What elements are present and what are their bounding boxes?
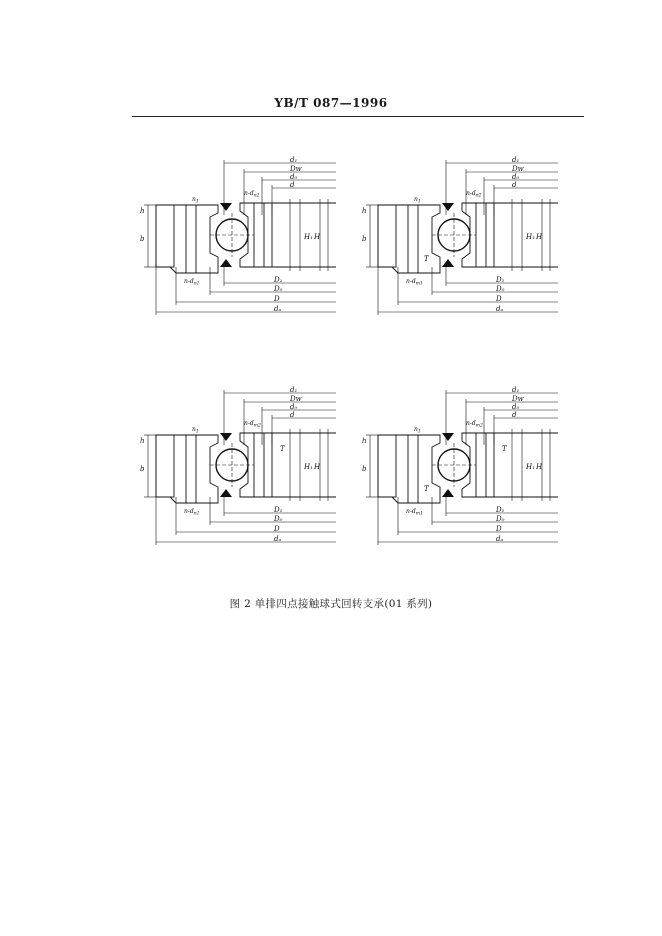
inner-bolt-hole [476,203,486,267]
subscript: m2 [475,423,483,429]
thread-depth-label-outer: T [424,485,429,493]
dimension-label-top: d₀ [290,403,298,411]
outer-hole-label: $n-d_{m1}$ [406,278,423,287]
subscript: 1 [417,429,421,435]
header-rule [132,116,584,117]
figure-caption: 图 2 单排四点接触球式回转支承(01 系列) [229,598,433,610]
subscript: m2 [253,423,261,429]
outer-ring-section [378,435,440,503]
bearing-section-drawing [140,155,340,325]
outer-hole-label: $n-d_{n1}$ [184,278,200,287]
dimension-label-bottom: D₁ [274,276,283,284]
outer-ring-section [378,205,440,273]
height-label-H: H [536,463,543,471]
bearing-section-drawing [140,385,340,555]
seal-top [220,433,232,441]
height-label-H: H [536,233,543,241]
dimension-label-bottom: D₀ [496,515,505,523]
outer-hole-label: $n-d_{m1}$ [406,508,423,517]
dimension-label-top: d₀ [512,173,520,181]
outer-ring-flange [378,205,396,267]
height-label-b: b [140,465,145,473]
seal-bottom [220,259,232,267]
thread-depth-label-outer: T [424,255,429,263]
inner-ring-section [240,203,272,267]
dimension-label-top: Dᴡ [290,165,302,173]
outer-ring-flange [378,435,396,497]
bearing-section-figure-1 [140,155,340,325]
outer-ring-flange [156,205,174,267]
subscript: 1 [195,199,199,205]
seal-bottom [442,259,454,267]
dimension-label-bottom: D₁ [496,276,505,284]
height-label-H1: H₁ [304,233,313,241]
inner-ring-section [462,433,494,497]
height-label-b: b [362,235,367,243]
inner-bolt-hole [476,433,486,497]
dimension-label-top: d [512,411,517,419]
seal-top [220,203,232,211]
dimension-label-bottom: dₐ [496,305,504,313]
thread-depth-label-inner: T [280,445,285,453]
inner-hole-label: $n-d_{m2}$ [466,420,483,429]
height-label-h: h [140,437,145,445]
height-label-H1: H₁ [304,463,313,471]
subscript: n1 [193,281,200,287]
seal-top [442,203,454,211]
bearing-section-drawing [362,155,562,325]
seal-bottom [220,489,232,497]
dimension-label-bottom: dₐ [496,535,504,543]
dimension-label-bottom: D₀ [274,515,283,523]
hole-count-label: $n_1$ [192,196,199,205]
hole-count-label: $n_1$ [414,426,421,435]
dimension-label-bottom: dₐ [274,305,282,313]
outer-bolt-hole [186,435,196,503]
dimension-label-top: Dᴡ [512,165,524,173]
subscript: m1 [415,281,423,287]
hole-count-label: $n_1$ [192,426,199,435]
standard-number: YB/T 087—1996 [274,96,388,110]
inner-ring-section [462,203,494,267]
height-label-h: h [362,207,367,215]
inner-bolt-hole [254,203,264,267]
dimension-label-top: d [290,181,295,189]
outer-ring-section [156,435,218,503]
dimension-label-top: Dᴡ [290,395,302,403]
height-label-h: h [362,437,367,445]
outer-bolt-hole [186,205,196,273]
dimension-label-bottom: D₀ [274,285,283,293]
height-label-h: h [140,207,145,215]
inner-hole-label: $n-d_{n2}$ [466,190,482,199]
height-label-H: H [314,463,321,471]
subscript: n2 [253,193,260,199]
dimension-label-top: d₁ [290,386,298,394]
dimension-label-bottom: D₁ [496,506,505,514]
height-label-H1: H₁ [526,233,535,241]
dimension-label-bottom: D₁ [274,506,283,514]
dimension-label-top: d₁ [512,386,520,394]
dimension-label-bottom: D₀ [496,285,505,293]
dimension-label-bottom: D [496,295,502,303]
inner-bolt-hole [254,433,264,497]
inner-hole-label: $n-d_{n2}$ [244,190,260,199]
outer-bolt-hole [408,435,418,503]
height-label-H: H [314,233,321,241]
outer-bolt-hole [408,205,418,273]
hole-count-label: $n_1$ [414,196,421,205]
outer-hole-label: $n-d_{n1}$ [184,508,200,517]
outer-ring-flange [156,435,174,497]
bearing-section-figure-2 [362,155,562,325]
bearing-section-figure-3 [140,385,340,555]
height-label-b: b [140,235,145,243]
outer-ring-section [156,205,218,273]
seal-top [442,433,454,441]
dimension-label-top: d₀ [290,173,298,181]
dimension-label-top: d [290,411,295,419]
dimension-label-top: d₁ [290,156,298,164]
height-label-H1: H₁ [526,463,535,471]
dimension-label-bottom: D [274,525,280,533]
thread-depth-label-inner: T [502,445,507,453]
dimension-label-bottom: D [274,295,280,303]
dimension-label-bottom: D [496,525,502,533]
height-label-b: b [362,465,367,473]
subscript: 1 [417,199,421,205]
dimension-label-top: d₀ [512,403,520,411]
subscript: 1 [195,429,199,435]
bearing-section-figure-4 [362,385,562,555]
dimension-label-top: d [512,181,517,189]
dimension-label-top: Dᴡ [512,395,524,403]
subscript: n2 [475,193,482,199]
subscript: n1 [193,511,200,517]
dimension-label-top: d₁ [512,156,520,164]
subscript: m1 [415,511,423,517]
inner-hole-label: $n-d_{m2}$ [244,420,261,429]
inner-ring-section [240,433,272,497]
dimension-label-bottom: dₐ [274,535,282,543]
seal-bottom [442,489,454,497]
bearing-section-drawing [362,385,562,555]
